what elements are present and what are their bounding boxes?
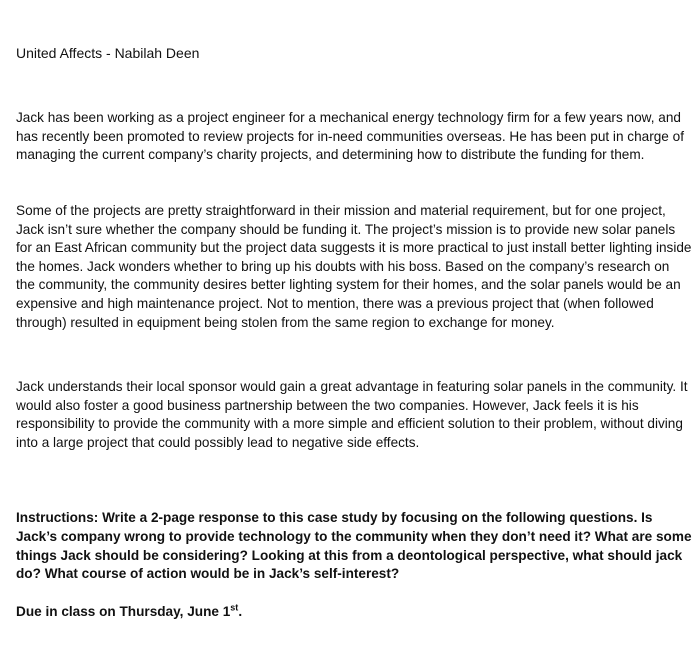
due-date-period: .	[238, 604, 243, 619]
case-paragraph-3: Jack understands their local sponsor would gain a great advantage in featuring solar panels in the community. It would also foster a good business partnership between the two companies. However, Jack feels it is his responsibility to provide the community with a more simple and efficient solution to their problem, without diving into a large project that could possibly lead to negative side effects.	[16, 379, 688, 450]
due-date-line	[16, 603, 242, 621]
document-title: United Affects - Nabilah Deen	[16, 45, 200, 61]
due-date-text: Due in class on Thursday, June 1	[16, 604, 231, 619]
due-date-ordinal: st	[230, 602, 239, 613]
case-paragraph-1: Jack has been working as a project engineer for a mechanical energy technology firm for a few years now, and has recently been promoted to review projects for in-need communities overseas. He has been put in charge of managing the current company’s charity projects, and determining how to distribute the funding for them.	[16, 110, 684, 163]
instructions-text: Instructions: Write a 2-page response to this case study by focusing on the following questions. Is Jack’s company wrong to provide technology to the community when they don’t need it? What are some things Jack should be considering? Looking at this from a deontological perspective, what should jack do? What course of action would be in Jack’s self-interest?	[16, 510, 692, 582]
case-paragraph-2: Some of the projects are pretty straightforward in their mission and material requirement, but for one project, Jack isn’t sure whether the company should be funding it. The project’s mission is to provide new solar panels for an East African community but the project data suggests it is more practical to just install better lighting inside the homes. Jack wonders whether to bring up his doubts with his boss. Based on the company’s research on the community, the community desires better lighting system for their homes, and the solar panels would be an expensive and high maintenance project. Not to mention, there was a previous project that (when followed through) resulted in equipment being stolen from the same region to exchange for money.	[16, 203, 692, 330]
